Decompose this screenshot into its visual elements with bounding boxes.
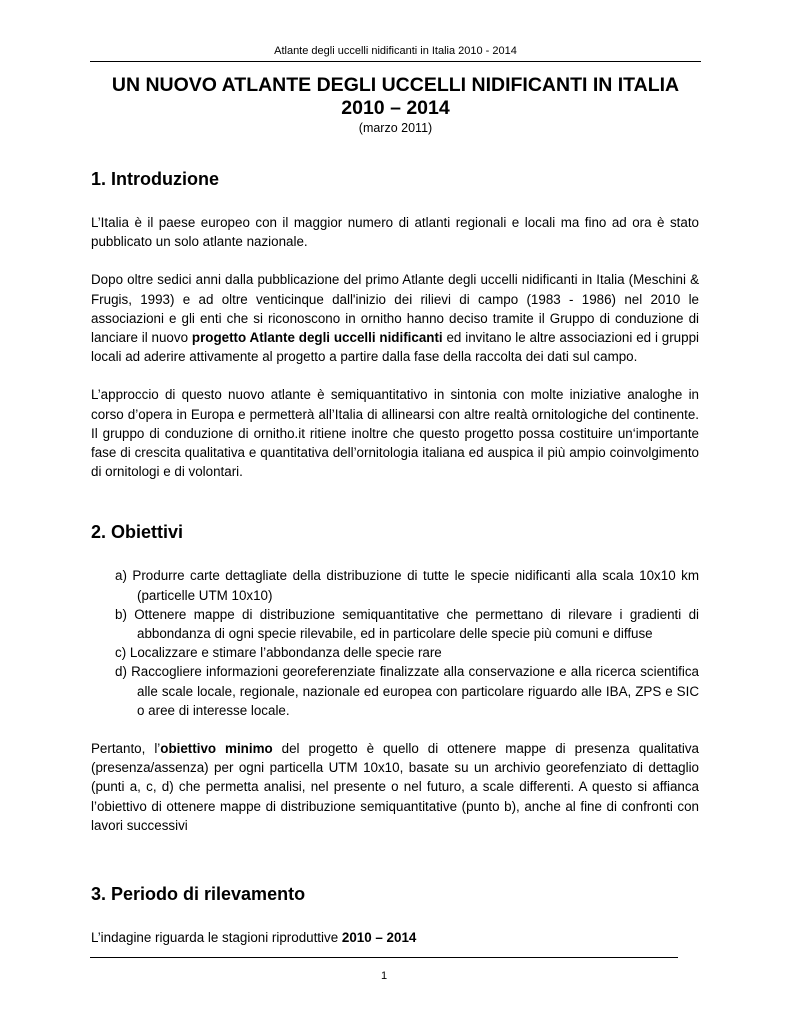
intro-paragraph-2-text: Dopo oltre sedici anni dalla pubblicazione del primo Atlante degli uccelli nidificanti in Italia (Meschini & Frugis, 1993) e ad oltre venticinque dall'inizio dei rilievi di campo (1983 - 1986) nel 2010 le associazioni e gli enti che si riconoscono in ornitho hanno deciso tramite il Gruppo di conduzione di lanciare il nuovo [91,272,699,346]
period-paragraph-text: L’indagine riguarda le stagioni riproduttive [91,930,342,946]
intro-paragraph-3: L’approccio di questo nuovo atlante è semiquantitativo in sintonia con molte iniziative analoghe in corso d’opera in Europa e permetterà all’Italia di allinearsi con altre realtà ornitologiche del continente. Il gruppo di conduzione di ornitho.it ritiene inoltre che questo progetto possa costituire un‘importante fase di crescita qualitativa e quantitativa dell’ornitologia italiana ed auspica il più ampio coinvolgimento di ornitologi e di volontari. [91,387,699,480]
period-paragraph [91,928,699,947]
objective-item-b: b) Ottenere mappe di distribuzione semiquantitative che permettano di rilevare i gradienti di abbondanza di ogni specie rilevabile, ed in particolare delle specie più comuni e diffuse [115,606,699,642]
objectives-paragraph-text-end: del progetto è quello di ottenere mappe di presenza qualitativa (presenza/assenza) per ogni particella UTM 10x10, basate su un archivio georefenziato di dettaglio (punti a, c, d) che permetta analisi, nel presente o nel futuro, a scale differenti. A questo si affianca l’obiettivo di ottenere mappe di distribuzione semiquantitative (punto b), anche al fine di confronti con lavori successivi [91,741,699,833]
objectives-paragraph [91,739,699,835]
page-number: 1 [380,970,388,982]
intro-paragraph-1: L’Italia è il paese europeo con il maggior numero di atlanti regionali e locali ma fino ad ora è stato pubblicato un solo atlante nazionale. [91,215,699,250]
document-date: (marzo 2011) [358,121,433,135]
objectives-list [91,566,699,720]
section-1-heading: 1. Introduzione [91,169,219,189]
objective-item-d: d) Raccogliere informazioni georeferenziate finalizzate alla conservazione e alla ricerca scientifica alle scale locale, regionale, nazionale ed europea con particolare riguardo alle IBA, ZPS e SIC o aree di interesse locale. [115,664,699,718]
document-title [90,74,701,120]
objectives-paragraph-bold: obiettivo minimo [160,741,273,757]
intro-paragraph-2 [91,270,699,366]
section-2-heading: 2. Obiettivi [91,522,184,543]
objective-item-a: a) Produrre carte dettagliate della distribuzione di tutte le specie nidificanti alla scala 10x10 km (particelle UTM 10x10) [115,568,699,603]
document-body [91,168,699,947]
period-years: 2010 – 2014 [341,930,417,946]
section-3-heading: 3. Periodo di rilevamento [91,884,306,905]
header-divider [90,61,701,62]
running-header: Atlante degli uccelli nidificanti in Italia 2010 - 2014 [274,45,517,57]
intro-paragraph-2-text-end: ed invitano le altre associazioni ed i gruppi locali ad aderire attivamente al progetto a partire dalla fase della raccolta dei dati sul campo. [91,330,699,365]
title-line-2: 2010 – 2014 [341,97,450,119]
intro-paragraph-2-bold: progetto Atlante degli uccelli nidificanti [191,330,443,346]
objectives-paragraph-text: Pertanto, l’ [91,741,161,757]
objective-item-c: c) Localizzare e stimare l’abbondanza delle specie rare [115,645,442,661]
title-line-1: UN NUOVO ATLANTE DEGLI UCCELLI NIDIFICANTI IN ITALIA [111,74,680,96]
footer-divider [90,957,678,958]
